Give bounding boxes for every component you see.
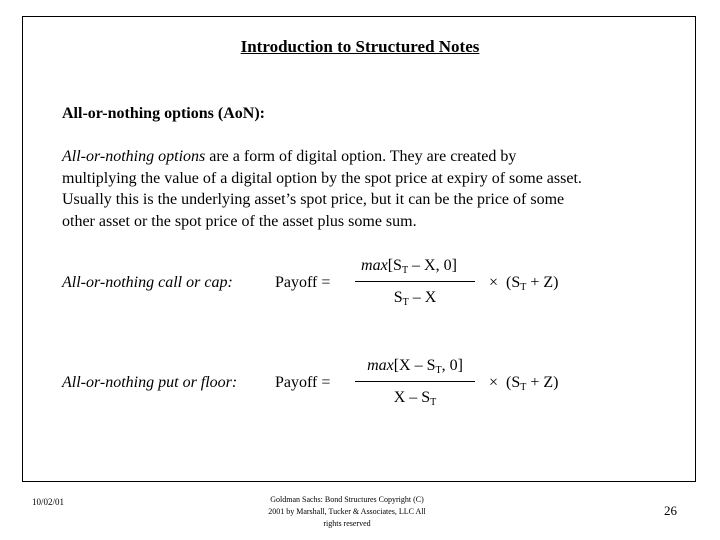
put-numerator: $\max[X - S_T$, 0]: [367, 357, 463, 376]
intro-line-3: Usually this is the underlying asset’s spot price, but it can be the price of some: [62, 191, 565, 208]
call-fraction-bar: [355, 281, 475, 282]
footer-date: 10/02/01: [32, 497, 65, 507]
put-fraction-bar: [355, 381, 475, 382]
intro-paragraph: [62, 146, 662, 232]
intro-line-1-rest: are a form of digital option. They are created by: [205, 148, 517, 165]
section-heading: All-or-nothing options (AoN):: [62, 105, 265, 122]
put-denominator: X – $S_T$: [393, 389, 437, 408]
put-label: All-or-nothing put or floor:: [62, 374, 238, 391]
slide-title: Introduction to Structured Notes: [240, 37, 480, 56]
intro-line-2: multiplying the value of a digital option by the spot price at expiry of some asset.: [62, 169, 582, 187]
call-denominator: $S_T$ – X: [393, 289, 437, 308]
call-numerator: $\max[S_T$ – X, 0]: [361, 257, 457, 276]
call-payoff-label: Payoff =: [275, 274, 331, 291]
intro-lead: All-or-nothing options: [62, 148, 206, 165]
footer-copyright: Goldman Sachs: Bond Structures Copyright (C) 2001 by Marshall, Tucker & Associates, LLC All rights reserved: [268, 495, 426, 528]
put-factor: × $(S_T + Z)$: [489, 374, 559, 393]
intro-line-1: [62, 146, 662, 168]
call-label: All-or-nothing call or cap:: [62, 274, 233, 291]
put-payoff-label: Payoff =: [275, 374, 331, 391]
slide-frame: [22, 16, 696, 482]
intro-line-4: other asset or the spot price of the asset plus some sum.: [62, 212, 417, 230]
page-number: 26: [664, 503, 677, 518]
call-factor: × $(S_T + Z)$: [489, 274, 559, 293]
